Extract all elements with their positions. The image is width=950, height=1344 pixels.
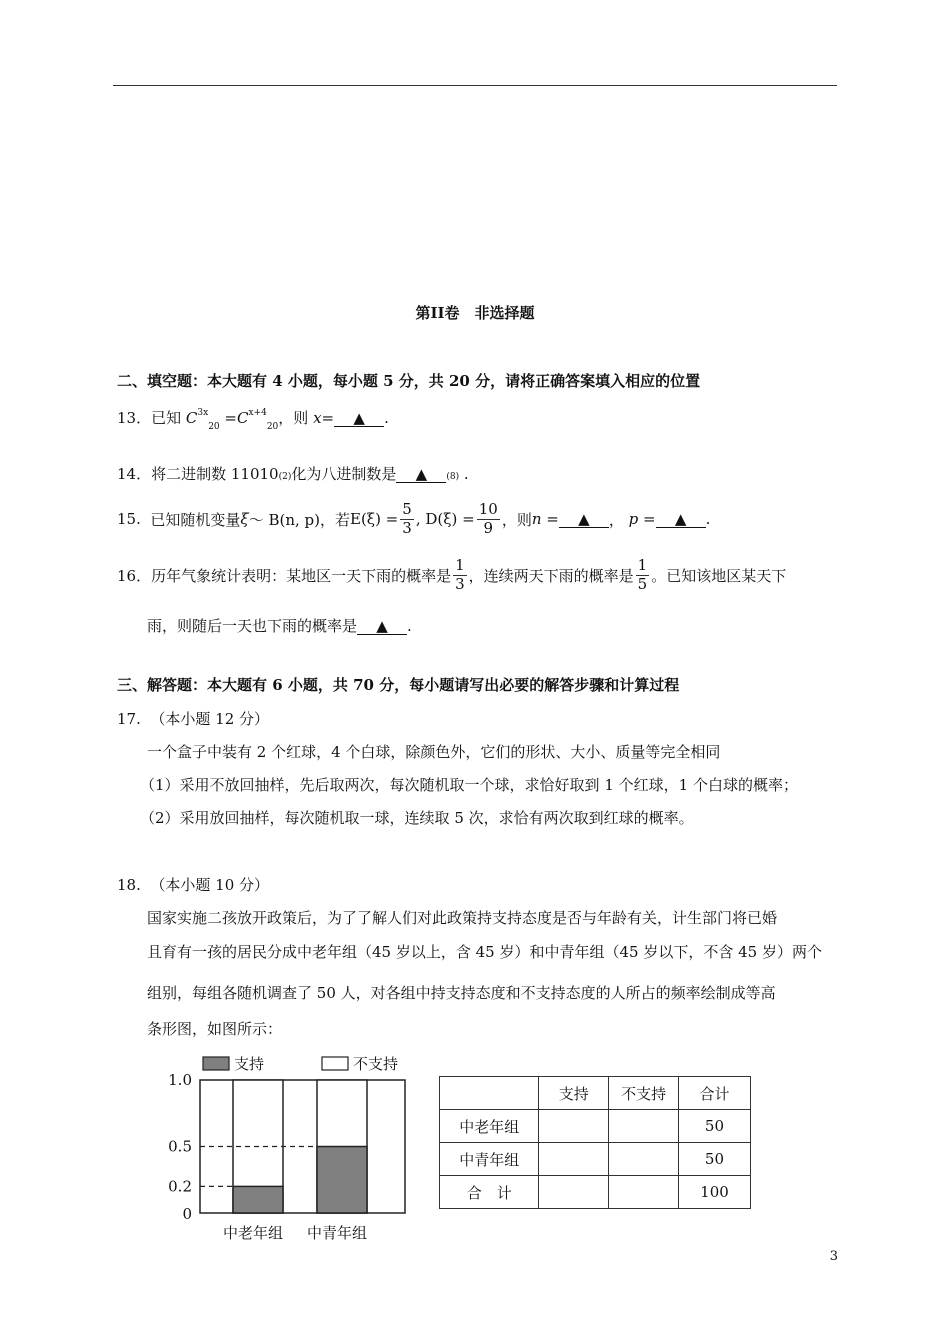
y-tick-label: 1.0 <box>168 1071 192 1089</box>
q16-line2-text: 雨，则随后一天也下雨的概率是 <box>147 617 358 635</box>
q16-line2 <box>147 615 412 636</box>
bar-support <box>317 1147 367 1214</box>
q13-eq2: = <box>321 409 335 427</box>
q16-f1-den: 3 <box>455 574 465 593</box>
answer-blank[interactable] <box>357 618 407 635</box>
table-cell <box>609 1143 679 1176</box>
q15-comma: ， <box>608 510 624 529</box>
q16-fraction-2 <box>636 557 650 593</box>
q15-d-fraction <box>477 501 500 537</box>
q18-line2: 且育有一孩的居民分成中老年组（45 岁以上，含 45 岁）和中青年组（45 岁以下，不含 45 岁）两个 <box>147 943 822 961</box>
q15-text-c: ，则 <box>501 510 532 529</box>
q16-number: 16． <box>117 566 152 585</box>
q17-score: （本小题 12 分） <box>150 710 270 728</box>
table-cell <box>539 1110 609 1143</box>
table-cell <box>539 1176 609 1209</box>
contingency-table <box>439 1076 751 1209</box>
q15-xi: ξ <box>240 510 249 528</box>
q15-e-fraction <box>400 501 414 537</box>
q15-eq: = <box>546 510 559 528</box>
q16-text-b: ，连续两天下雨的概率是 <box>468 566 634 585</box>
table-cell: 50 <box>678 1143 750 1176</box>
q14-text-a: 将二进制数 11010 <box>151 465 279 483</box>
q15-d-den: 9 <box>483 518 494 537</box>
q15-variance: D(ξ) = <box>425 510 475 528</box>
legend-swatch-not-support <box>322 1057 348 1070</box>
table-header-cell: 不支持 <box>609 1077 679 1110</box>
q13-c2: C <box>237 409 249 427</box>
table-cell <box>609 1110 679 1143</box>
x-category-label: 中青年组 <box>306 1224 368 1242</box>
header-rule <box>113 85 837 86</box>
q14-base-b: (8) <box>446 472 460 482</box>
table-row <box>440 1110 751 1143</box>
table-header-cell: 合计 <box>678 1077 750 1110</box>
legend-swatch-support <box>203 1057 229 1070</box>
answer-blank[interactable] <box>396 466 446 483</box>
blank-triangle-icon: ▲ <box>353 409 365 427</box>
q13 <box>117 407 389 432</box>
q13-c2-sup: x+4 <box>248 408 267 418</box>
q13-end: . <box>384 409 389 427</box>
bar-support <box>233 1186 283 1213</box>
stacked-bar-chart <box>150 1048 420 1248</box>
q18-number: 18. <box>117 876 141 894</box>
q17-stem: 一个盒子中装有 2 个红球，4 个白球，除颜色外，它们的形状、大小、质量等完全相同 <box>147 743 721 761</box>
q13-c2-sub: 20 <box>266 422 279 432</box>
q16 <box>117 552 786 598</box>
q17-part1: （1）采用不放回抽样，先后取两次，每次随机取一个球，求恰好取到 1 个红球，1 个白球的概率； <box>140 776 798 794</box>
answer-blank[interactable] <box>559 511 609 528</box>
q14-number: 14． <box>117 465 152 483</box>
section3-header: 三、解答题：本大题有 6 小题，共 70 分，每小题请写出必要的解答步骤和计算过程 <box>117 676 680 694</box>
answer-blank[interactable] <box>334 410 384 427</box>
table-cell: 中老年组 <box>440 1110 539 1143</box>
q14-end: . <box>463 465 469 483</box>
q14-base-a: (2) <box>278 472 292 482</box>
blank-triangle-icon: ▲ <box>376 617 388 635</box>
q15-end: . <box>705 510 711 528</box>
q17-part2: （2）采用放回抽样，每次随机取一球，连续取 5 次，求恰有两次取到红球的概率。 <box>140 809 694 827</box>
q13-c1: C <box>185 409 198 427</box>
q17-heading <box>117 708 269 729</box>
q15-expectation: E(ξ) = <box>350 510 399 528</box>
legend-label-not-support: 不支持 <box>353 1055 399 1073</box>
q18-line1: 国家实施二孩放开政策后，为了了解人们对此政策持支持态度是否与年龄有关，计生部门将已婚 <box>147 909 778 927</box>
q13-number: 13． <box>117 409 152 427</box>
table-row <box>440 1176 751 1209</box>
q13-eq: = <box>224 409 237 427</box>
table-cell: 合 计 <box>440 1176 539 1209</box>
table-row <box>440 1143 751 1176</box>
blank-triangle-icon: ▲ <box>674 509 687 528</box>
table-cell <box>609 1176 679 1209</box>
q15-dist: ～ B(n, p) <box>248 510 320 529</box>
q15-e-den: 3 <box>402 518 412 537</box>
q15 <box>117 496 710 542</box>
q14 <box>117 463 469 484</box>
q16-text-c: 。已知该地区某天下 <box>651 566 787 585</box>
x-category-label: 中老年组 <box>222 1224 284 1242</box>
legend-label-support: 支持 <box>234 1055 265 1073</box>
q15-e-num: 5 <box>402 500 412 519</box>
answer-blank[interactable] <box>656 511 706 528</box>
page-number: 3 <box>829 1249 838 1264</box>
y-tick-label: 0.2 <box>168 1177 192 1196</box>
q15-sep: , <box>415 510 421 528</box>
q16-end: . <box>407 617 412 635</box>
table-cell <box>539 1143 609 1176</box>
table-header-cell <box>440 1077 539 1110</box>
q18-heading <box>117 874 269 895</box>
q17-number: 17. <box>117 710 141 728</box>
table-cell: 100 <box>678 1176 750 1209</box>
q16-f2-num: 1 <box>637 556 648 575</box>
y-tick-label: 0.5 <box>168 1137 192 1156</box>
q15-p: p <box>628 510 639 528</box>
y-tick-label: 0 <box>182 1205 192 1223</box>
q13-text-b: ，则 <box>278 409 309 427</box>
q18-score: （本小题 10 分） <box>150 876 270 894</box>
blank-triangle-icon: ▲ <box>578 509 590 528</box>
table-header-cell: 支持 <box>539 1077 609 1110</box>
page-title: 第II卷 非选择题 <box>415 304 535 322</box>
q13-c1-sub: 20 <box>208 422 220 432</box>
q18-line4: 条形图，如图所示： <box>147 1020 283 1038</box>
q15-eq2: = <box>643 510 656 528</box>
q18-line3: 组别，每组各随机调查了 50 人，对各组中持支持态度和不支持态度的人所占的频率绘制成等高 <box>147 984 776 1002</box>
blank-triangle-icon: ▲ <box>415 465 428 483</box>
table-header-row <box>440 1077 751 1110</box>
q13-c1-sup: 3x <box>197 408 209 418</box>
q16-f2-den: 5 <box>637 574 648 593</box>
q14-text-b: 化为八进制数是 <box>291 465 397 483</box>
q15-text-b: ，若 <box>319 510 350 529</box>
table-cell: 50 <box>678 1110 750 1143</box>
q15-number: 15. <box>117 510 141 528</box>
q15-d-num: 10 <box>478 500 498 519</box>
section2-header: 二、填空题：本大题有 4 小题，每小题 5 分，共 20 分，请将正确答案填入相应的位置 <box>117 372 701 390</box>
q13-text-a: 已知 <box>151 409 182 427</box>
table-cell: 中青年组 <box>440 1143 539 1176</box>
q15-text-a: 已知随机变量 <box>150 510 241 529</box>
q16-text-a: 历年气象统计表明：某地区一天下雨的概率是 <box>151 566 452 585</box>
q16-fraction-1 <box>453 557 467 593</box>
q13-x: x <box>313 409 322 427</box>
q15-n: n <box>531 510 542 528</box>
q16-f1-num: 1 <box>455 556 465 575</box>
